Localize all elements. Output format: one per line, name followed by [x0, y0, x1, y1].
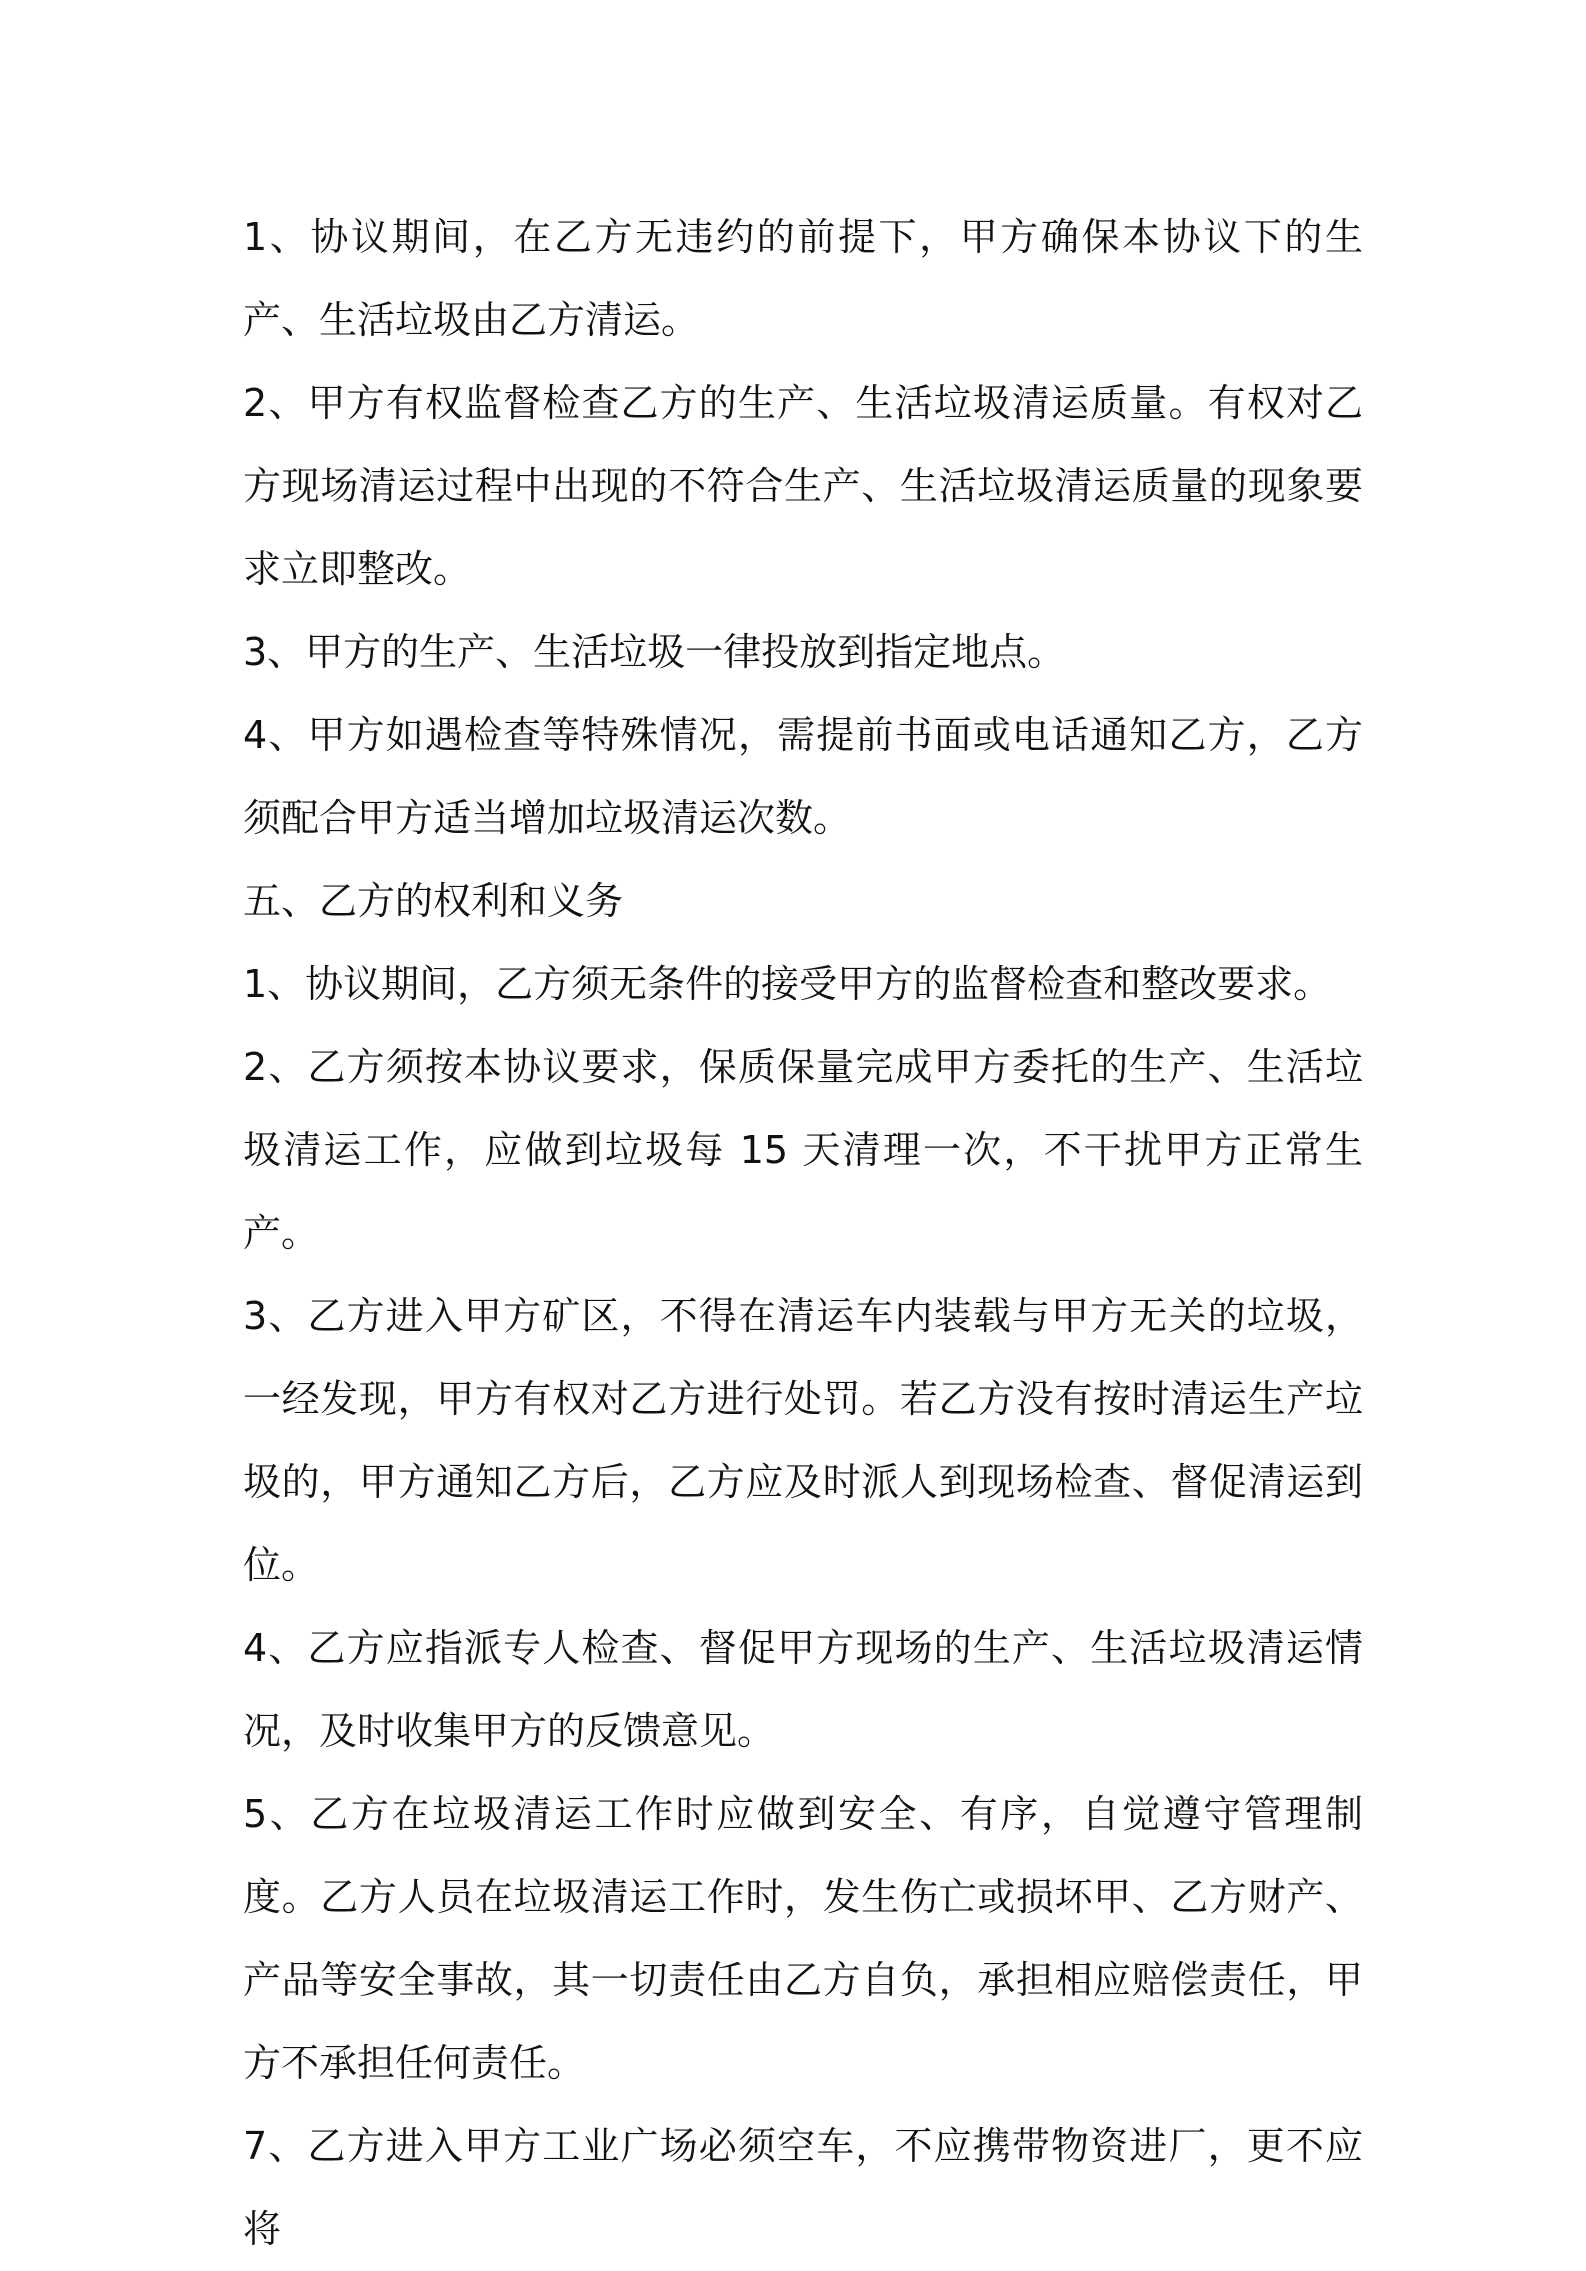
- section-heading: 五、乙方的权利和义务: [243, 879, 624, 923]
- paragraph-5: 1、协议期间，乙方须无条件的接受甲方的监督检查和整改要求。: [243, 962, 1332, 1006]
- paragraph-9: 5、乙方在垃圾清运工作时应做到安全、有序，自觉遵守管理制度。乙方人员在垃圾清运工作时，发生伤亡或损坏甲、乙方财产、产品等安全事故，其一切责任由乙方自负，承担相应赔偿责任，甲方不承担任何责任。: [243, 1792, 1363, 2085]
- paragraph-7: 3、乙方进入甲方矿区，不得在清运车内装载与甲方无关的垃圾，一经发现，甲方有权对乙方进行处罚。若乙方没有按时清运生产垃圾的，甲方通知乙方后，乙方应及时派人到现场检查、督促清运到位。: [243, 1294, 1363, 1587]
- document-body: [243, 196, 1363, 2271]
- paragraph-10: 7、乙方进入甲方工业广场必须空车，不应携带物资进厂，更不应将: [243, 2124, 1363, 2251]
- paragraph-3: 3、甲方的生产、生活垃圾一律投放到指定地点。: [243, 630, 1066, 674]
- paragraph-8: 4、乙方应指派专人检查、督促甲方现场的生产、生活垃圾清运情况，及时收集甲方的反馈意见。: [243, 1626, 1363, 1753]
- paragraph-2: 2、甲方有权监督检查乙方的生产、生活垃圾清运质量。有权对乙方现场清运过程中出现的不符合生产、生活垃圾清运质量的现象要求立即整改。: [243, 381, 1363, 591]
- paragraph-4: 4、甲方如遇检查等特殊情况，需提前书面或电话通知乙方，乙方须配合甲方适当增加垃圾清运次数。: [243, 713, 1363, 840]
- paragraph-1: 1、协议期间，在乙方无违约的前提下，甲方确保本协议下的生产、生活垃圾由乙方清运。: [243, 215, 1363, 342]
- paragraph-6: 2、乙方须按本协议要求，保质保量完成甲方委托的生产、生活垃圾清运工作，应做到垃圾每 15 天清理一次，不干扰甲方正常生产。: [243, 1045, 1363, 1255]
